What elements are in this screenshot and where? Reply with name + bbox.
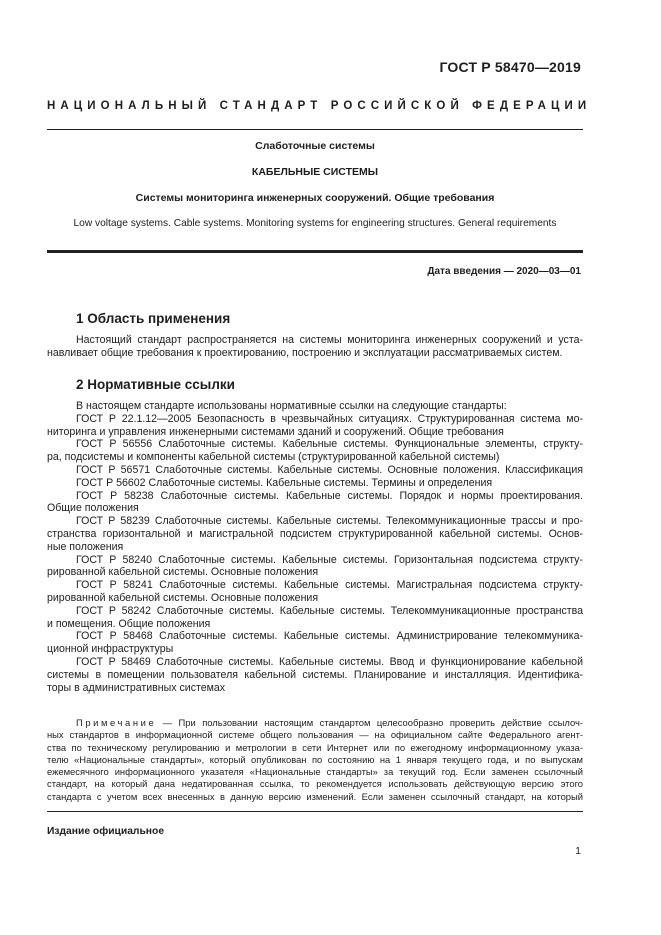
reference-line: ГОСТ Р 58239 Слаботочные системы. Кабельные системы. Телекоммуникационные трассы и про- [76, 515, 583, 528]
reference-line: ГОСТ Р 58469 Слаботочные системы. Кабельные системы. Ввод и функционирование кабельной [76, 655, 583, 668]
reference-line: ГОСТ Р 58238 Слаботочные системы. Кабельные системы. Порядок и нормы проектирования. [76, 489, 583, 502]
title-divider [47, 250, 583, 253]
effective-date: Дата введения — 2020—03—01 [427, 266, 581, 277]
reference-line: ГОСТ Р 58242 Слаботочные системы. Кабельные системы. Телекоммуникационные пространства [76, 604, 583, 617]
section-2-heading: 2 Нормативные ссылки [76, 377, 235, 392]
note-line: ежемесячного информационного указателя «Национальные стандарты» за текущий год. Если заменен ссылочный [47, 766, 583, 778]
reference-line: ные положения [47, 540, 124, 553]
note-line: ных стандартов в информационной системе общего пользования — на официальном сайте Федерального агент- [47, 729, 583, 741]
note-text: — При пользовании настоящим стандартом целесообразно проверить действие ссылоч- [156, 717, 583, 728]
reference-line: ГОСТ Р 58240 Слаботочные системы. Кабельные системы. Горизонтальная подсистема структу- [76, 553, 583, 566]
reference-line: ГОСТ Р 56571 Слаботочные системы. Кабельные системы. Основные положения. Классификация [76, 463, 583, 476]
reference-line: рированной кабельной системы. Основные положения [47, 591, 319, 604]
page-number: 1 [575, 846, 581, 857]
edition-label: Издание официальное [47, 826, 165, 837]
section-1-heading: 1 Область применения [76, 311, 231, 326]
reference-line: Общие положения [47, 502, 139, 515]
reference-line: ционной инфраструктуры [47, 643, 174, 656]
note-line [47, 717, 583, 729]
note-line: стандарт, на который дана недатированная ссылка, то рекомендуется использовать действующую версию этого [47, 778, 583, 790]
section-1-body [47, 334, 583, 360]
reference-line: ГОСТ Р 58468 Слаботочные системы. Кабельные системы. Администрирование телекоммуника- [76, 630, 583, 643]
reference-line: ГОСТ Р 22.1.12—2005 Безопасность в чрезвычайных ситуациях. Структурированная система мо- [76, 412, 583, 425]
english-title: Low voltage systems. Cable systems. Monitoring systems for engineering structures. General requirements [73, 218, 557, 229]
reference-line: системы в помещении пользователя кабельной системы. Планирование и инсталляция. Идентифика- [47, 668, 583, 681]
note-block [47, 717, 583, 803]
title-line-3: Системы мониторинга инженерных сооружений. Общие требования [135, 192, 495, 204]
reference-line: и помещения. Общие положения [47, 617, 211, 630]
reference-line: рированной кабельной системы. Основные положения [47, 566, 319, 579]
reference-line: ГОСТ Р 56556 Слаботочные системы. Кабельные системы. Функциональные элементы, структу- [76, 438, 583, 451]
reference-line: странства горизонтальной и магистральной подсистем структурированной кабельной системы. Основ- [47, 527, 583, 540]
note-label: Примечание [76, 717, 157, 728]
national-standard-banner: НАЦИОНАЛЬНЫЙ СТАНДАРТ РОССИЙСКОЙ ФЕДЕРАЦИИ [47, 100, 592, 112]
note-line: ства по техническому регулированию и метрологии в сети Интернет или по ежегодному информационному указа- [47, 741, 583, 753]
text-line: навливает общие требования к проектированию, построению и эксплуатации рассматриваемых систем. [47, 346, 563, 359]
text-line: В настоящем стандарте использованы нормативные ссылки на следующие стандарты: [76, 400, 507, 412]
section-2-body [47, 400, 583, 694]
note-line: стандарта с учетом всех внесенных в данную версию изменений. Если заменен ссылочный стандарт, на который [47, 790, 583, 802]
reference-line: ГОСТ Р 58241 Слаботочные системы. Кабельные системы. Магистральная подсистема структу- [76, 579, 583, 592]
reference-line: торы в административных системах [47, 681, 226, 694]
reference-line: ГОСТ Р 56602 Слаботочные системы. Кабельные системы. Термины и определения [76, 476, 493, 489]
title-line-2: КАБЕЛЬНЫЕ СИСТЕМЫ [251, 166, 379, 178]
document-code: ГОСТ Р 58470—2019 [439, 59, 581, 75]
text-line: Настоящий стандарт распространяется на системы мониторинга инженерных сооружений и уста- [76, 334, 583, 346]
note-line: телю «Национальные стандарты», который опубликован по состоянию на 1 января текущего года, и по выпускам [47, 753, 583, 765]
title-line-1: Слаботочные системы [255, 140, 375, 152]
reference-line: ниторинга и управления инженерными системами зданий и сооружений. Общие требования [47, 425, 504, 438]
footer-divider [47, 811, 583, 812]
reference-line: ра, подсистемы и компоненты кабельной системы (структурированной кабельной системы) [47, 451, 500, 464]
header-divider [47, 129, 583, 130]
